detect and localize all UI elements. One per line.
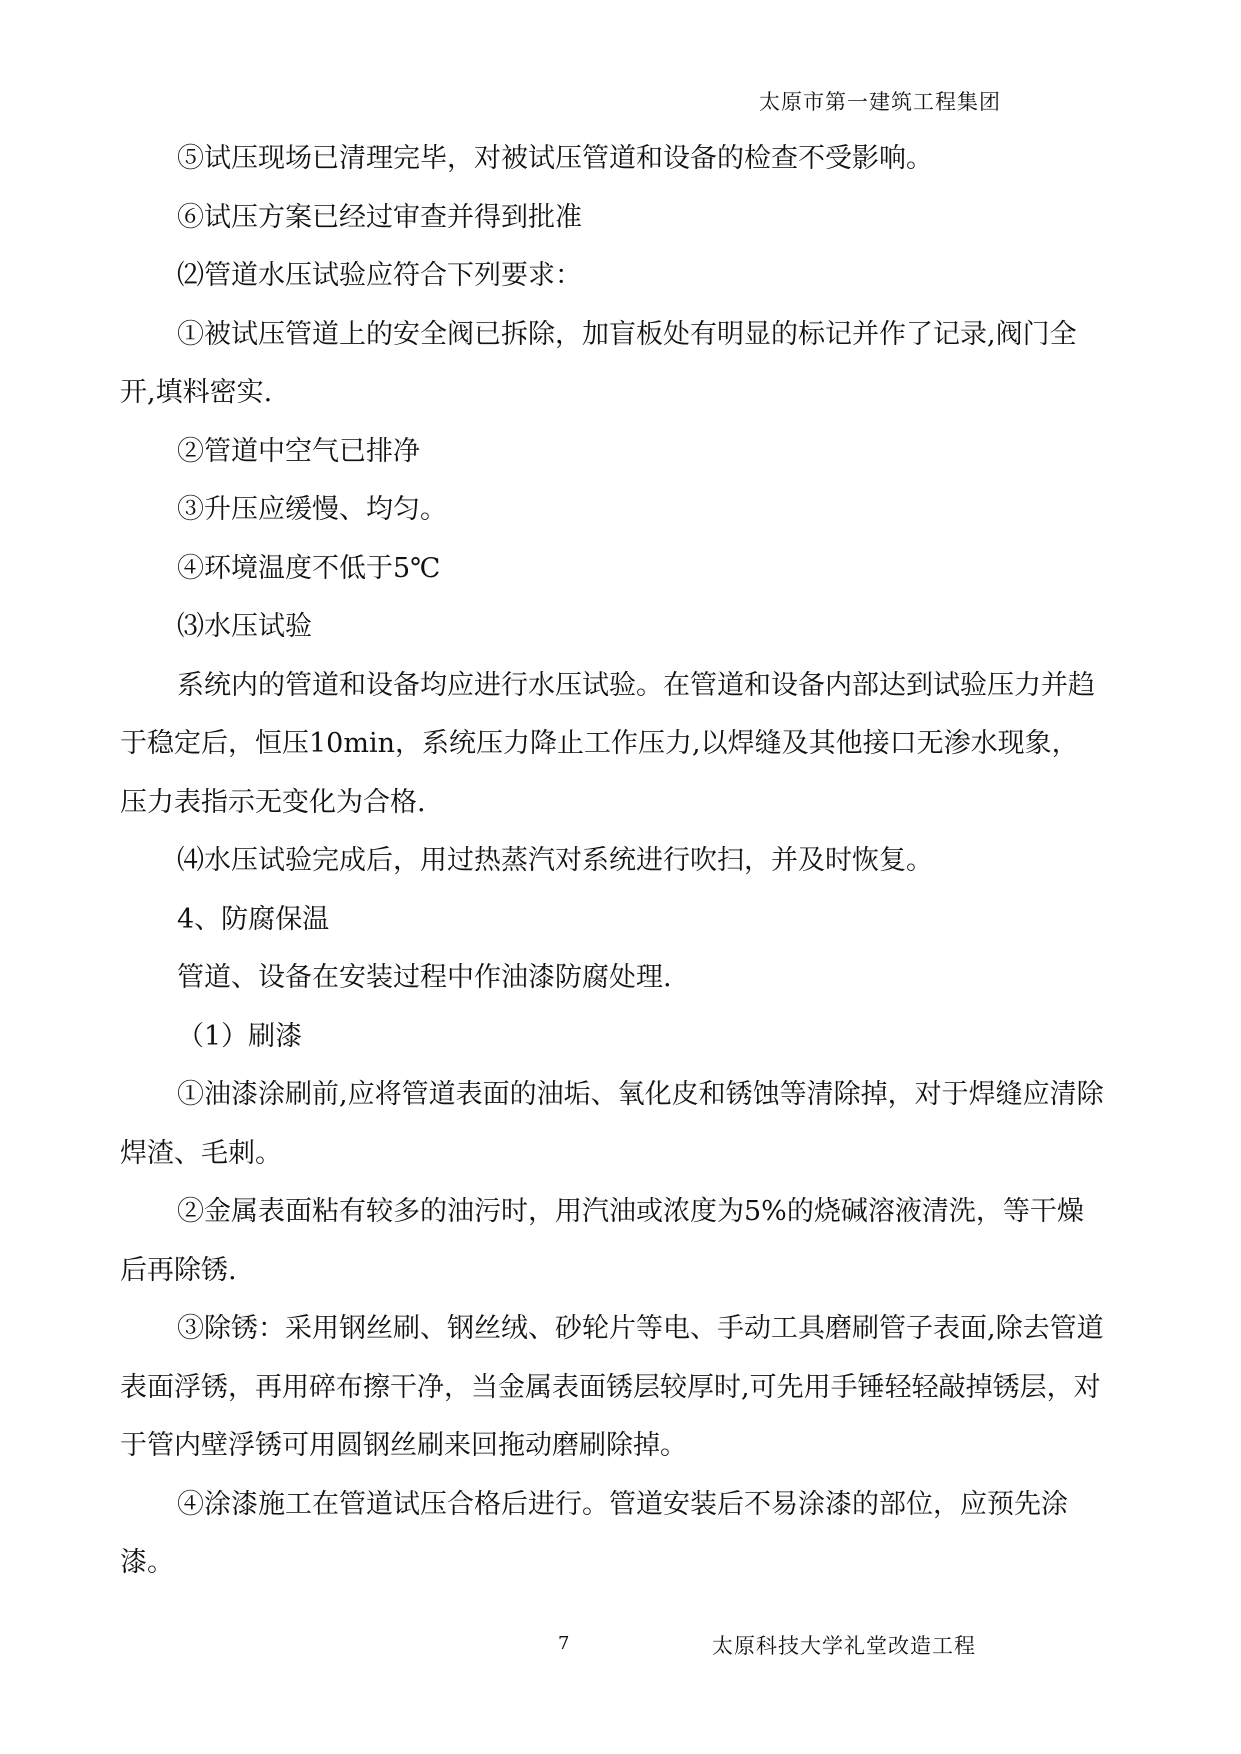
paragraph: ⑤试压现场已清理完毕，对被试压管道和设备的检查不受影响。 bbox=[177, 143, 933, 174]
paragraph: ③除锈：采用钢丝刷、钢丝绒、砂轮片等电、手动工具磨刷管子表面,除去管道表面浮锈，再用碎布擦干净，当金属表面锈层较厚时,可先用手锤轻轻敲掉锈层，对于管内壁浮锈可用圆钢丝刷来回拖动磨刷除掉。 bbox=[120, 1313, 1104, 1461]
paragraph: ②金属表面粘有较多的油污时，用汽油或浓度为5%的烧碱溶液清洗，等干燥后再除锈. bbox=[120, 1196, 1084, 1286]
paragraph: ⑥试压方案已经过审查并得到批准 bbox=[177, 201, 582, 233]
page-number: 7 bbox=[558, 1633, 570, 1654]
paragraph: ①油漆涂刷前,应将管道表面的油垢、氧化皮和锈蚀等清除掉，对于焊缝应清除焊渣、毛刺。 bbox=[120, 1079, 1104, 1169]
paragraph: 管道、设备在安装过程中作油漆防腐处理. bbox=[177, 962, 672, 993]
header-company: 太原市第一建筑工程集团 bbox=[759, 90, 1001, 114]
paragraph: ⑷水压试验完成后，用过热蒸汽对系统进行吹扫，并及时恢复。 bbox=[177, 845, 933, 876]
paragraph: 系统内的管道和设备均应进行水压试验。在管道和设备内部达到试验压力并趋于稳定后，恒压10min，系统压力降止工作压力,以焊缝及其他接口无渗水现象，压力表指示无变化为合格. bbox=[120, 669, 1095, 818]
document-body bbox=[120, 130, 1105, 1593]
paragraph: ②管道中空气已排净 bbox=[177, 435, 420, 467]
footer-project-title: 太原科技大学礼堂改造工程 bbox=[712, 1634, 976, 1658]
subsection-heading: （1）刷漆 bbox=[177, 1020, 303, 1052]
paragraph: ④涂漆施工在管道试压合格后进行。管道安装后不易涂漆的部位，应预先涂漆。 bbox=[120, 1488, 1068, 1578]
paragraph: ③升压应缓慢、均匀。 bbox=[177, 494, 447, 525]
paragraph: ⑵管道水压试验应符合下列要求： bbox=[177, 260, 582, 291]
paragraph: ①被试压管道上的安全阀已拆除，加盲板处有明显的标记并作了记录,阀门全开,填料密实. bbox=[120, 318, 1077, 408]
paragraph: ⑶水压试验 bbox=[177, 611, 312, 642]
paragraph: ④环境温度不低于5℃ bbox=[177, 552, 441, 584]
section-heading: 4、防腐保温 bbox=[177, 903, 330, 935]
